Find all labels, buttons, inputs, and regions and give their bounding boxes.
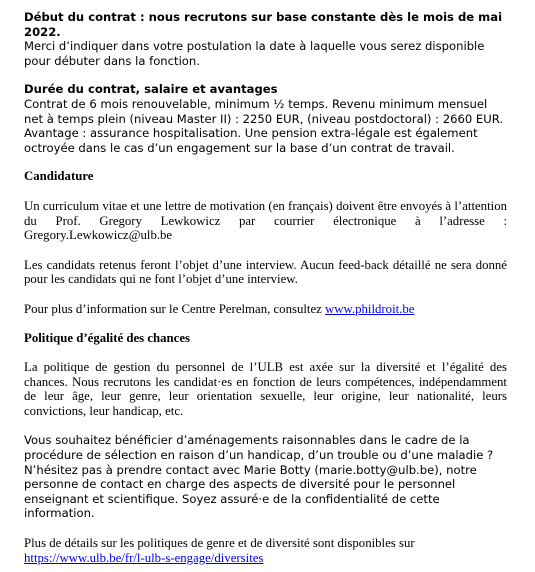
paragraph-duree-avantage: Avantage : assurance hospitalisation. Une pension extra-légale est également octroyée dans le cas d’un engagement sur la base d’un contrat de travail. [24, 126, 478, 155]
paragraph-egalite-details [24, 536, 507, 565]
details-prefix: Plus de détails sur les politiques de genre et de diversité sont disponibles sur [24, 536, 415, 551]
paragraph-egalite-amenagements: Vous souhaitez bénéficier d’aménagements raisonnables dans le cadre de la procédure de sélection en raison d’un handicap, d’un trouble ou d’une maladie ? N’hésitez pas à prendre contact avec Marie Botty (marie.botty@ulb.be), notre personne de contact en charge des aspects de diversité pour le personnel enseignant et scientifique. Soyez assuré·e de la confidentialité de cette information. [24, 433, 494, 521]
diversites-link[interactable]: https://www.ulb.be/fr/l-ulb-s-engage/diversites [24, 550, 264, 565]
section-title-egalite: Politique d’égalité des chances [24, 330, 190, 345]
paragraph-candidature-interview: Les candidats retenus feront l’objet d’une interview. Aucun feed-back détaillé ne sera donné pour les candidats qui ne font l’objet d’une interview. [24, 257, 507, 287]
spacer [24, 155, 507, 169]
section-title-debut: Début du contrat : nous recrutons sur base constante dès le mois de mai 2022. [24, 10, 503, 39]
section-title-candidature: Candidature [24, 169, 94, 184]
spacer [24, 68, 507, 82]
spacer [24, 317, 507, 331]
spacer [24, 243, 507, 258]
paragraph-candidature-cv: Un curriculum vitae et une lettre de motivation (en français) doivent être envoyés à l’attention du Prof. Gregory Lewkowicz par courrier électronique à l’adresse : Gregory.Lewkowicz@ulb.be [24, 198, 507, 243]
paragraph-candidature-info [24, 302, 507, 317]
phildroit-link[interactable]: www.phildroit.be [325, 301, 415, 316]
paragraph-debut: Merci d’indiquer dans votre postulation la date à laquelle vous serez disponible pour débuter dans la fonction. [24, 39, 485, 68]
section-title-duree: Durée du contrat, salaire et avantages [24, 82, 278, 97]
spacer [24, 418, 507, 433]
spacer [24, 184, 507, 199]
paragraph-duree-contrat: Contrat de 6 mois renouvelable, minimum ½ temps. Revenu minimum mensuel net à temps plein (niveau Master II) : 2250 EUR, (niveau postdoctoral) : 2660 EUR. [24, 96, 504, 126]
spacer [24, 345, 507, 360]
spacer [24, 287, 507, 302]
paragraph-egalite-politique: La politique de gestion du personnel de l’ULB est axée sur la diversité et l’égalité des chances. Nous recrutons les candidat·es en fonction de leurs compétences, indépendamment de leur âge, leur genre, leur orientation sexuelle, leur origine, leur nationalité, leurs convictions, leur handicap, etc. [24, 360, 507, 418]
spacer [24, 521, 507, 536]
info-prefix: Pour plus d’information sur le Centre Perelman, consultez [24, 301, 326, 316]
